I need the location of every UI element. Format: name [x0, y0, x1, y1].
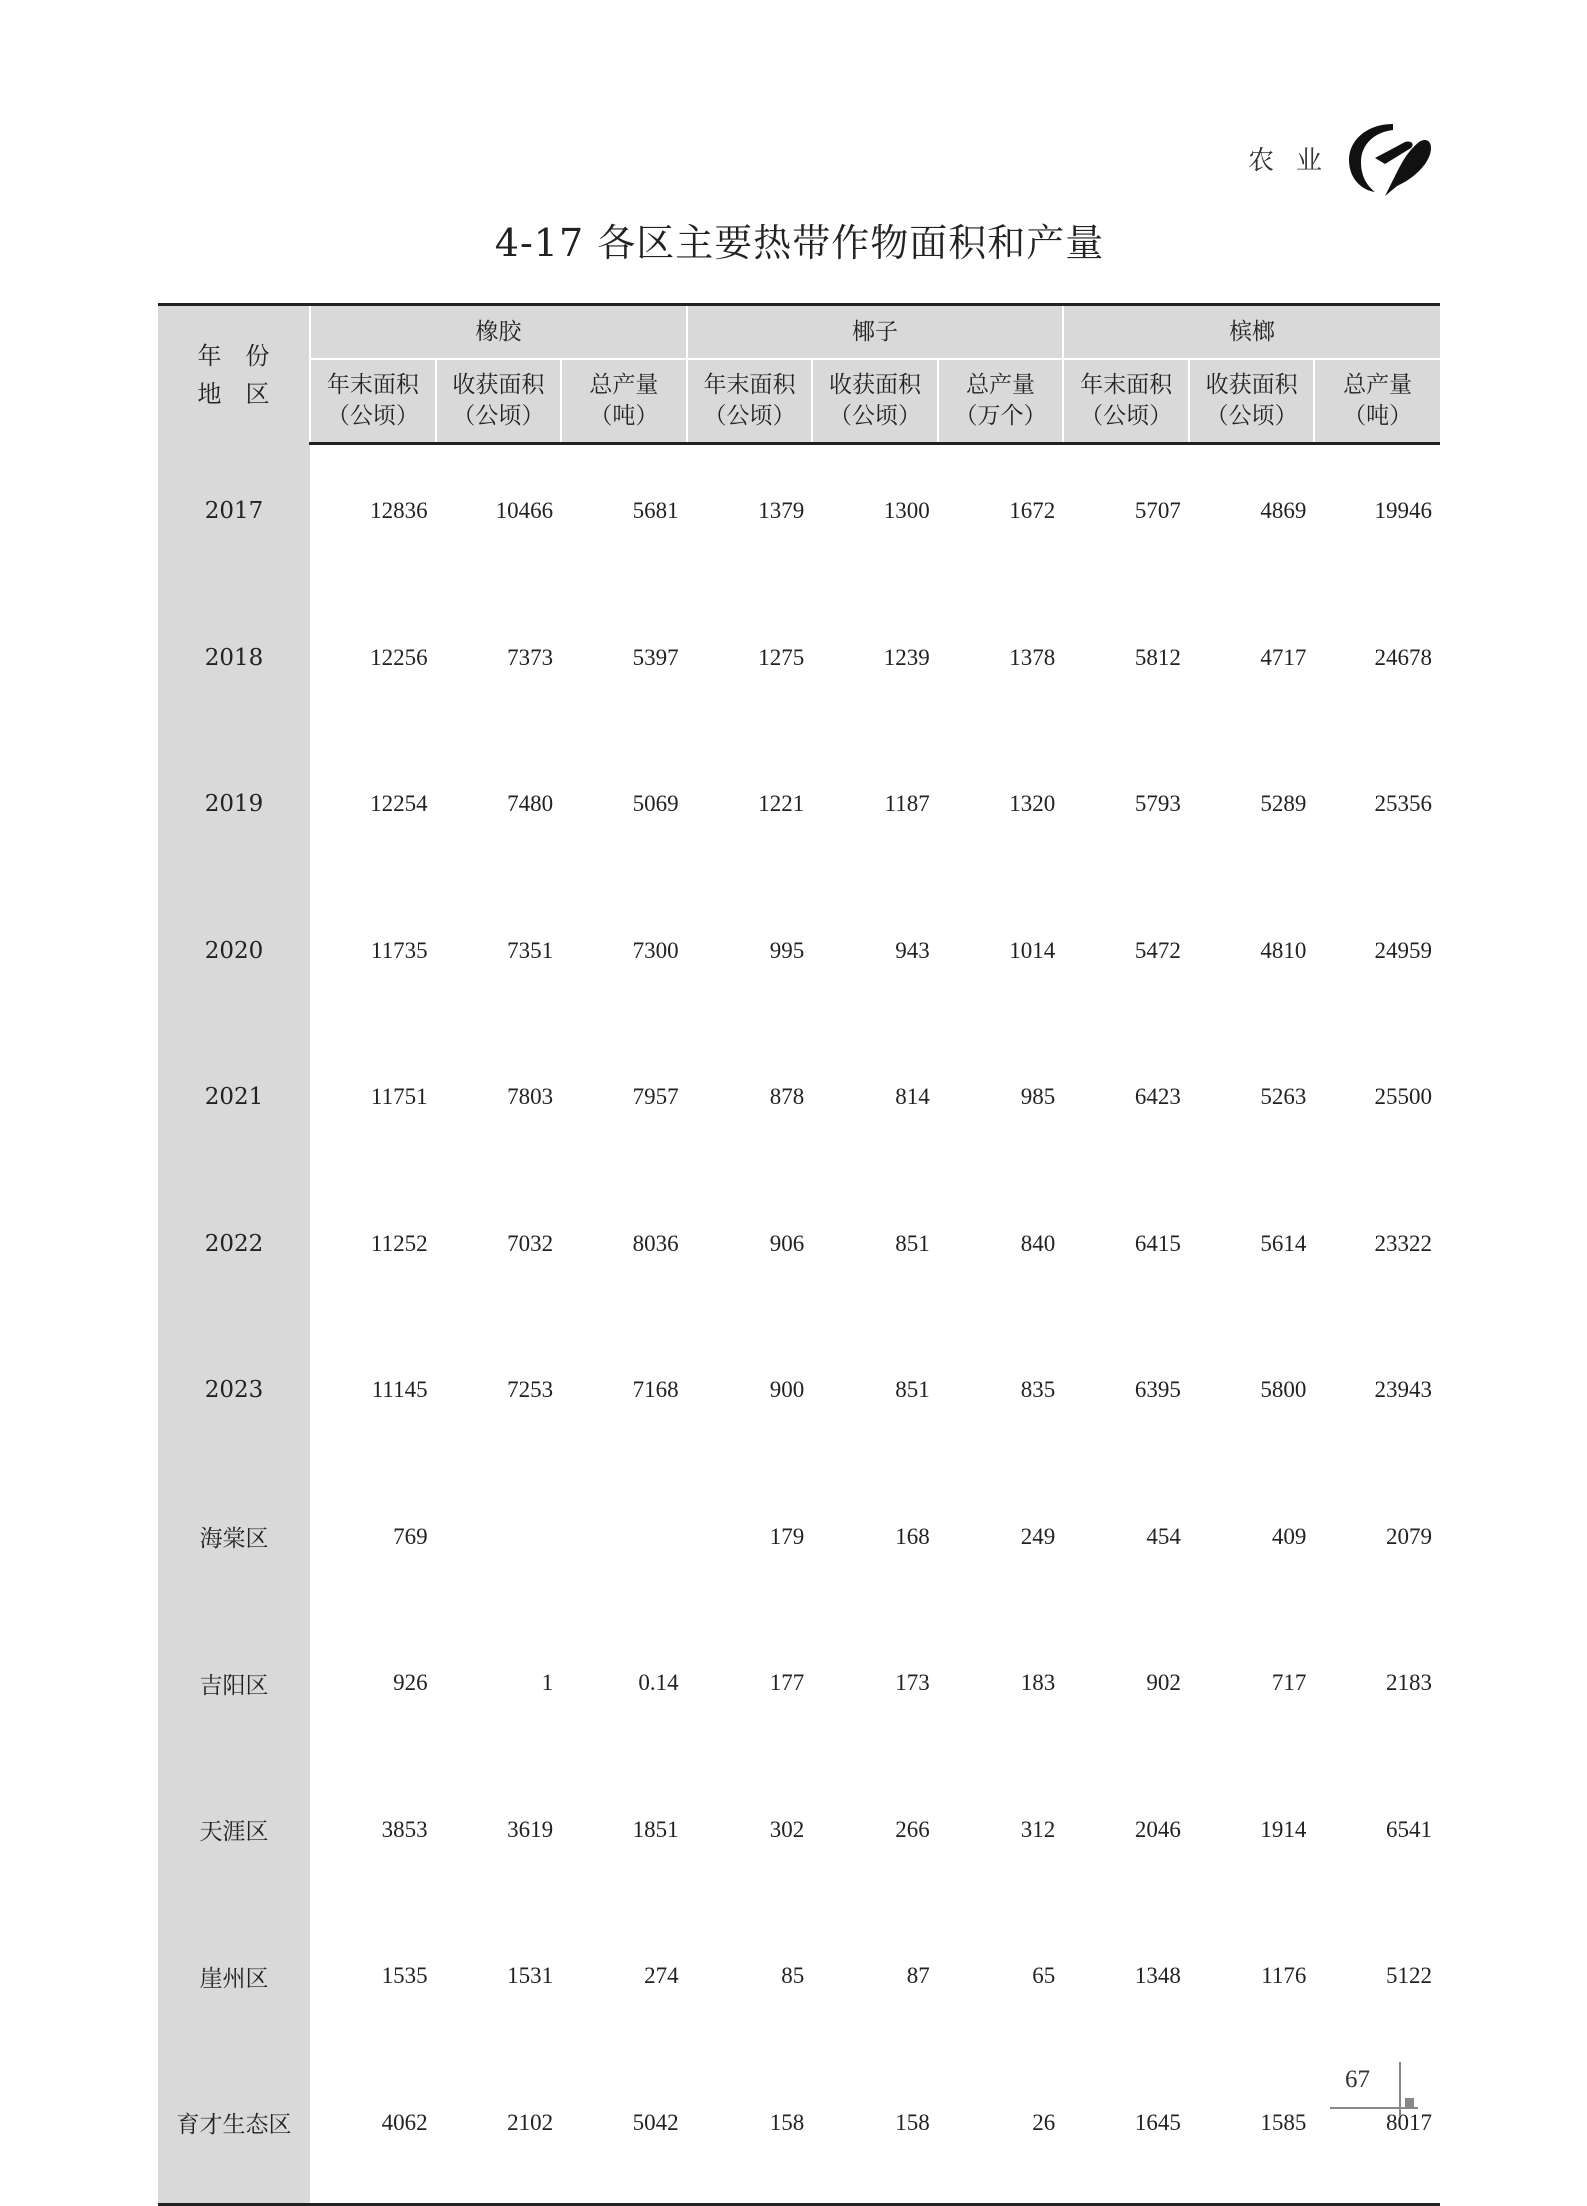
- table-cell: 900: [769, 1377, 805, 1403]
- column-header: [812, 359, 938, 444]
- table-cell: 24959: [1374, 937, 1432, 963]
- table-cell: 1: [541, 1670, 554, 1696]
- table-row: [158, 1178, 1440, 1325]
- table-cell: 1851: [632, 1816, 679, 1842]
- table-cell: 11145: [371, 1377, 428, 1403]
- column-header-unit: （公顷）: [703, 403, 796, 429]
- table-cell: 1221: [758, 791, 805, 817]
- table-cell: 5042: [561, 2057, 687, 2205]
- table-cell: 5707: [1134, 498, 1181, 524]
- table-cell: 985: [1020, 1084, 1056, 1110]
- table-cell: 302: [769, 1816, 805, 1842]
- column-header: [1314, 359, 1440, 444]
- table-cell: 4869: [1260, 498, 1307, 524]
- table-cell: 5472: [1134, 937, 1181, 963]
- column-header-name: 总产量: [1343, 372, 1413, 398]
- column-header-name: 年末面积: [703, 372, 796, 398]
- table-cell: 717: [1271, 1670, 1307, 1696]
- column-header-name: 收获面积: [452, 372, 545, 398]
- table-cell: 1275: [758, 644, 805, 670]
- table-cell: 7253: [507, 1377, 554, 1403]
- table-cell: [561, 1471, 687, 1618]
- row-label: 2020: [158, 885, 310, 1032]
- table-cell: 7032: [507, 1230, 554, 1256]
- row-label: 2022: [158, 1178, 310, 1325]
- section-label: 农业: [1248, 146, 1345, 176]
- table-cell: 3853: [381, 1816, 428, 1842]
- row-label: 育才生态区: [158, 2057, 310, 2205]
- column-header-unit: （公顷）: [452, 403, 545, 429]
- table-cell: 26: [938, 2057, 1064, 2205]
- column-header-name: 总产量: [966, 372, 1036, 398]
- table-cell: 0.14: [638, 1670, 679, 1696]
- table-cell: 249: [1020, 1523, 1056, 1549]
- table-cell: 5681: [632, 498, 679, 524]
- table-cell: 85: [781, 1963, 805, 1989]
- corner-year-label: 年 份: [197, 341, 270, 370]
- table-cell: 6541: [1386, 1816, 1432, 1842]
- table-cell: 5289: [1260, 791, 1307, 817]
- table-cell: 11252: [370, 1230, 428, 1256]
- column-header: [1189, 359, 1315, 444]
- table-cell: 7300: [632, 937, 679, 963]
- table-cell: 23943: [1374, 1377, 1432, 1403]
- table-cell: 25356: [1374, 791, 1432, 817]
- table-cell: 5397: [632, 644, 679, 670]
- table-cell: 4810: [1260, 937, 1307, 963]
- row-label: 2019: [158, 738, 310, 885]
- table-cell: 179: [769, 1523, 805, 1549]
- table-cell: 7373: [507, 644, 554, 670]
- table-row: [158, 738, 1440, 885]
- column-header: [436, 359, 562, 444]
- table-row: [158, 444, 1440, 592]
- table-cell: 2079: [1386, 1523, 1432, 1549]
- table-cell: 769: [393, 1523, 428, 1549]
- table-row: [158, 592, 1440, 739]
- table-cell: 5793: [1134, 791, 1181, 817]
- column-header-unit: （公顷）: [1080, 403, 1173, 429]
- table-cell: 1014: [1009, 937, 1056, 963]
- column-header-unit: （公顷）: [326, 403, 419, 429]
- table-cell: 274: [644, 1963, 679, 1989]
- table-cell: 5069: [632, 791, 679, 817]
- table-cell: 168: [895, 1523, 930, 1549]
- column-header-name: 收获面积: [1205, 372, 1298, 398]
- table-cell: 878: [769, 1084, 805, 1110]
- corner-region-label: 地 区: [197, 379, 270, 408]
- table-cell: 158: [687, 2057, 813, 2205]
- table-body: [158, 444, 1440, 2205]
- table-cell: 1672: [1009, 498, 1056, 524]
- table-cell: 1320: [1009, 791, 1056, 817]
- table-cell: 5263: [1260, 1084, 1307, 1110]
- row-label: 吉阳区: [158, 1617, 310, 1764]
- row-label: 2017: [158, 444, 310, 592]
- table-cell: 8036: [632, 1230, 679, 1256]
- table-cell: 5122: [1386, 1963, 1432, 1989]
- page-number: 67: [1345, 2066, 1370, 2093]
- table-cell: 6415: [1134, 1230, 1181, 1256]
- table-cell: 1531: [507, 1963, 554, 1989]
- table-row: [158, 2057, 1440, 2205]
- table-row: [158, 1031, 1440, 1178]
- row-label: 2018: [158, 592, 310, 739]
- table-cell: 11751: [370, 1084, 428, 1110]
- column-header-name: 年末面积: [326, 372, 419, 398]
- table-cell: 926: [393, 1670, 428, 1696]
- table-cell: 7803: [507, 1084, 554, 1110]
- table-cell: 409: [1271, 1523, 1307, 1549]
- table-cell: 1914: [1260, 1816, 1307, 1842]
- row-label: 崖州区: [158, 1910, 310, 2057]
- column-header-unit: （吨）: [589, 403, 659, 429]
- table-cell: 5614: [1260, 1230, 1307, 1256]
- table-row: [158, 1910, 1440, 2057]
- table-cell: 266: [895, 1816, 930, 1842]
- column-header-name: 年末面积: [1080, 372, 1173, 398]
- table-cell: 12836: [370, 498, 428, 524]
- table-cell: 12254: [370, 791, 428, 817]
- table-cell: 4062: [310, 2057, 436, 2205]
- table-cell: 2046: [1134, 1816, 1181, 1842]
- group-header-rubber: 橡胶: [310, 305, 687, 360]
- column-header-name: 收获面积: [828, 372, 921, 398]
- table-cell: 19946: [1374, 498, 1432, 524]
- column-header: [1063, 359, 1189, 444]
- table-cell: 1645: [1063, 2057, 1189, 2205]
- table-cell: 5812: [1134, 644, 1181, 670]
- table-cell: 1239: [883, 644, 930, 670]
- table-row: [158, 1324, 1440, 1471]
- column-header: [561, 359, 687, 444]
- table-cell: 835: [1020, 1377, 1056, 1403]
- table-row: [158, 1764, 1440, 1911]
- page-number-ornament-icon: [1330, 2060, 1425, 2118]
- column-header: [938, 359, 1064, 444]
- table-cell: 183: [1020, 1670, 1056, 1696]
- group-header-row: [158, 305, 1440, 360]
- table-cell: 4717: [1260, 644, 1307, 670]
- column-header-row: [158, 359, 1440, 444]
- column-header-name: 总产量: [589, 372, 659, 398]
- table-cell: 11735: [370, 937, 428, 963]
- table-cell: 2102: [436, 2057, 562, 2205]
- column-header-unit: （万个）: [954, 403, 1047, 429]
- table-cell: 1379: [758, 498, 805, 524]
- table-cell: 24678: [1374, 644, 1432, 670]
- crops-table: [158, 303, 1440, 2206]
- table-row: [158, 1471, 1440, 1618]
- table-cell: 1300: [883, 498, 930, 524]
- table-cell: 995: [769, 937, 805, 963]
- section-logo-icon: [1345, 118, 1435, 202]
- column-header-unit: （公顷）: [1205, 403, 1298, 429]
- table-row: [158, 885, 1440, 1032]
- table-cell: 5800: [1260, 1377, 1307, 1403]
- row-label: 2021: [158, 1031, 310, 1178]
- row-label: 2023: [158, 1324, 310, 1471]
- table-title: 4-17 各区主要热带作物面积和产量: [494, 221, 1105, 265]
- column-header: [310, 359, 436, 444]
- table-cell: 25500: [1374, 1084, 1432, 1110]
- table-cell: 7351: [507, 937, 554, 963]
- table-cell: 454: [1146, 1523, 1181, 1549]
- table-row: [158, 1617, 1440, 1764]
- table-cell: 1378: [1009, 644, 1056, 670]
- table-cell: 158: [812, 2057, 938, 2205]
- group-header-areca: 槟榔: [1063, 305, 1440, 360]
- table-cell: 173: [895, 1670, 930, 1696]
- table-cell: 1535: [381, 1963, 428, 1989]
- table-cell: 10466: [495, 498, 554, 524]
- column-header-unit: （公顷）: [828, 403, 921, 429]
- table-cell: 177: [769, 1670, 805, 1696]
- table-cell: [436, 1471, 562, 1618]
- table-cell: 23322: [1374, 1230, 1432, 1256]
- table-cell: 1187: [884, 791, 930, 817]
- table-cell: 840: [1020, 1230, 1056, 1256]
- table-cell: 312: [1020, 1816, 1056, 1842]
- table-cell: 6395: [1134, 1377, 1181, 1403]
- table-cell: 65: [1032, 1963, 1056, 1989]
- row-label: 海棠区: [158, 1471, 310, 1618]
- table-cell: 943: [895, 937, 930, 963]
- table-cell: 1176: [1261, 1963, 1307, 1989]
- table-cell: 1348: [1134, 1963, 1181, 1989]
- column-header-unit: （吨）: [1343, 403, 1413, 429]
- row-label: 天涯区: [158, 1764, 310, 1911]
- table-cell: 8017: [1314, 2057, 1440, 2205]
- table-cell: 87: [906, 1963, 930, 1989]
- column-header: [687, 359, 813, 444]
- table-cell: 6423: [1134, 1084, 1181, 1110]
- corner-header: [158, 305, 310, 444]
- table-cell: 2183: [1386, 1670, 1432, 1696]
- table-cell: 12256: [370, 644, 428, 670]
- table-cell: 7957: [632, 1084, 679, 1110]
- table-cell: 902: [1146, 1670, 1181, 1696]
- table-cell: 1585: [1189, 2057, 1315, 2205]
- group-header-coconut: 椰子: [687, 305, 1064, 360]
- table-cell: 814: [895, 1084, 930, 1110]
- table-cell: 906: [769, 1230, 805, 1256]
- table-cell: 7168: [632, 1377, 679, 1403]
- table-cell: 851: [895, 1230, 930, 1256]
- table-cell: 851: [895, 1377, 930, 1403]
- table-cell: 3619: [507, 1816, 554, 1842]
- table-cell: 7480: [507, 791, 554, 817]
